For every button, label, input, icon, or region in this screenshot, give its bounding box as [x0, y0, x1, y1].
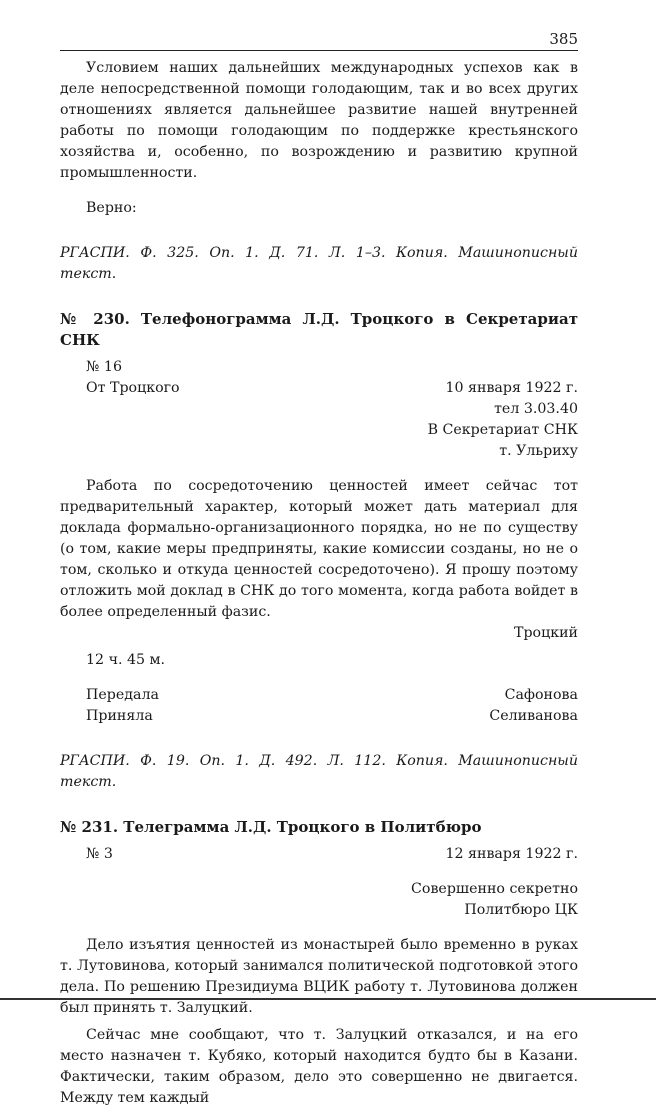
doc-230-time: 12 ч. 45 м.: [86, 652, 166, 668]
doc-230-sent-label: Передала: [86, 687, 159, 703]
doc-230-received-label: Приняла: [86, 708, 153, 724]
bottom-edge-rule: [0, 998, 656, 1000]
page-number: 385: [549, 30, 578, 48]
source-note-1: РГАСПИ. Ф. 325. Оп. 1. Д. 71. Л. 1–3. Копия. Машинописный текст.: [60, 245, 578, 282]
doc-230-tel: тел 3.03.40: [494, 401, 578, 417]
doc-230-from-row: [60, 378, 578, 399]
doc-231-classification: Совершенно секретно: [411, 881, 578, 897]
doc-230-received-row: [60, 706, 578, 727]
doc-230-signature: Троцкий: [514, 625, 578, 641]
header-rule: [60, 50, 578, 51]
doc-230-body: Работа по сосредоточению ценностей имеет сейчас тот предварительный характер, который может дать материал для доклада формально-организационного порядка, но не по существу (о том, какие меры предприняты, какие комиссии созданы, но не о том, сколько и откуда ценностей сосредоточено). Я прошу поэтому отложить мой доклад в СНК до того момента, когда работа войдет в более определенный фазис.: [60, 478, 578, 620]
doc-230-sent-name: Сафонова: [504, 687, 578, 703]
doc-231-heading: № 231. Телеграмма Л.Д. Троцкого в Политбюро: [60, 818, 482, 836]
doc-231-to: Политбюро ЦК: [464, 902, 578, 918]
intro-paragraph: Условием наших дальнейших международных успехов как в деле непосредственной помощи голодающим, так и во всех других отношениях является дальнейшее развитие нашей внутренней работы по помощи голодающим по поддержке крестьянского хозяйства и, особенно, по возрождению и развитию крупной промышленности.: [60, 60, 578, 181]
source-note-230: РГАСПИ. Ф. 19. Оп. 1. Д. 492. Л. 112. Копия. Машинописный текст.: [60, 753, 578, 790]
doc-231-paragraph-2: Сейчас мне сообщают, что т. Залуцкий отказался, и на его место назначен т. Кубяко, который находится будто бы в Казани. Фактически, таким образом, дело это совершенно не двигается. Между тем каждый: [60, 1027, 578, 1106]
doc-231-number: № 3: [86, 846, 113, 862]
doc-231-date: 12 января 1922 г.: [445, 846, 578, 862]
doc-230-heading: № 230. Телефонограмма Л.Д. Троцкого в Секретариат СНК: [60, 310, 578, 349]
doc-231-number-row: [60, 844, 578, 865]
page-content: [60, 58, 578, 1109]
doc-230-to: В Секретариат СНК: [427, 422, 578, 438]
doc-231-paragraph-1: Дело изъятия ценностей из монастырей было временно в руках т. Лутовинова, который занимался политической подготовкой этого дела. По решению Президиума ВЦИК работу т. Лутовинова должен был принять т. Залуцкий.: [60, 937, 578, 1016]
doc-230-date: 10 января 1922 г.: [445, 380, 578, 396]
doc-230-sent-row: [60, 685, 578, 706]
doc-230-from: От Троцкого: [86, 380, 180, 396]
doc-230-received-name: Селиванова: [489, 708, 578, 724]
verno-label: Верно:: [86, 200, 137, 216]
doc-230-addressee: т. Ульриху: [499, 443, 578, 459]
doc-230-number: № 16: [86, 359, 122, 375]
